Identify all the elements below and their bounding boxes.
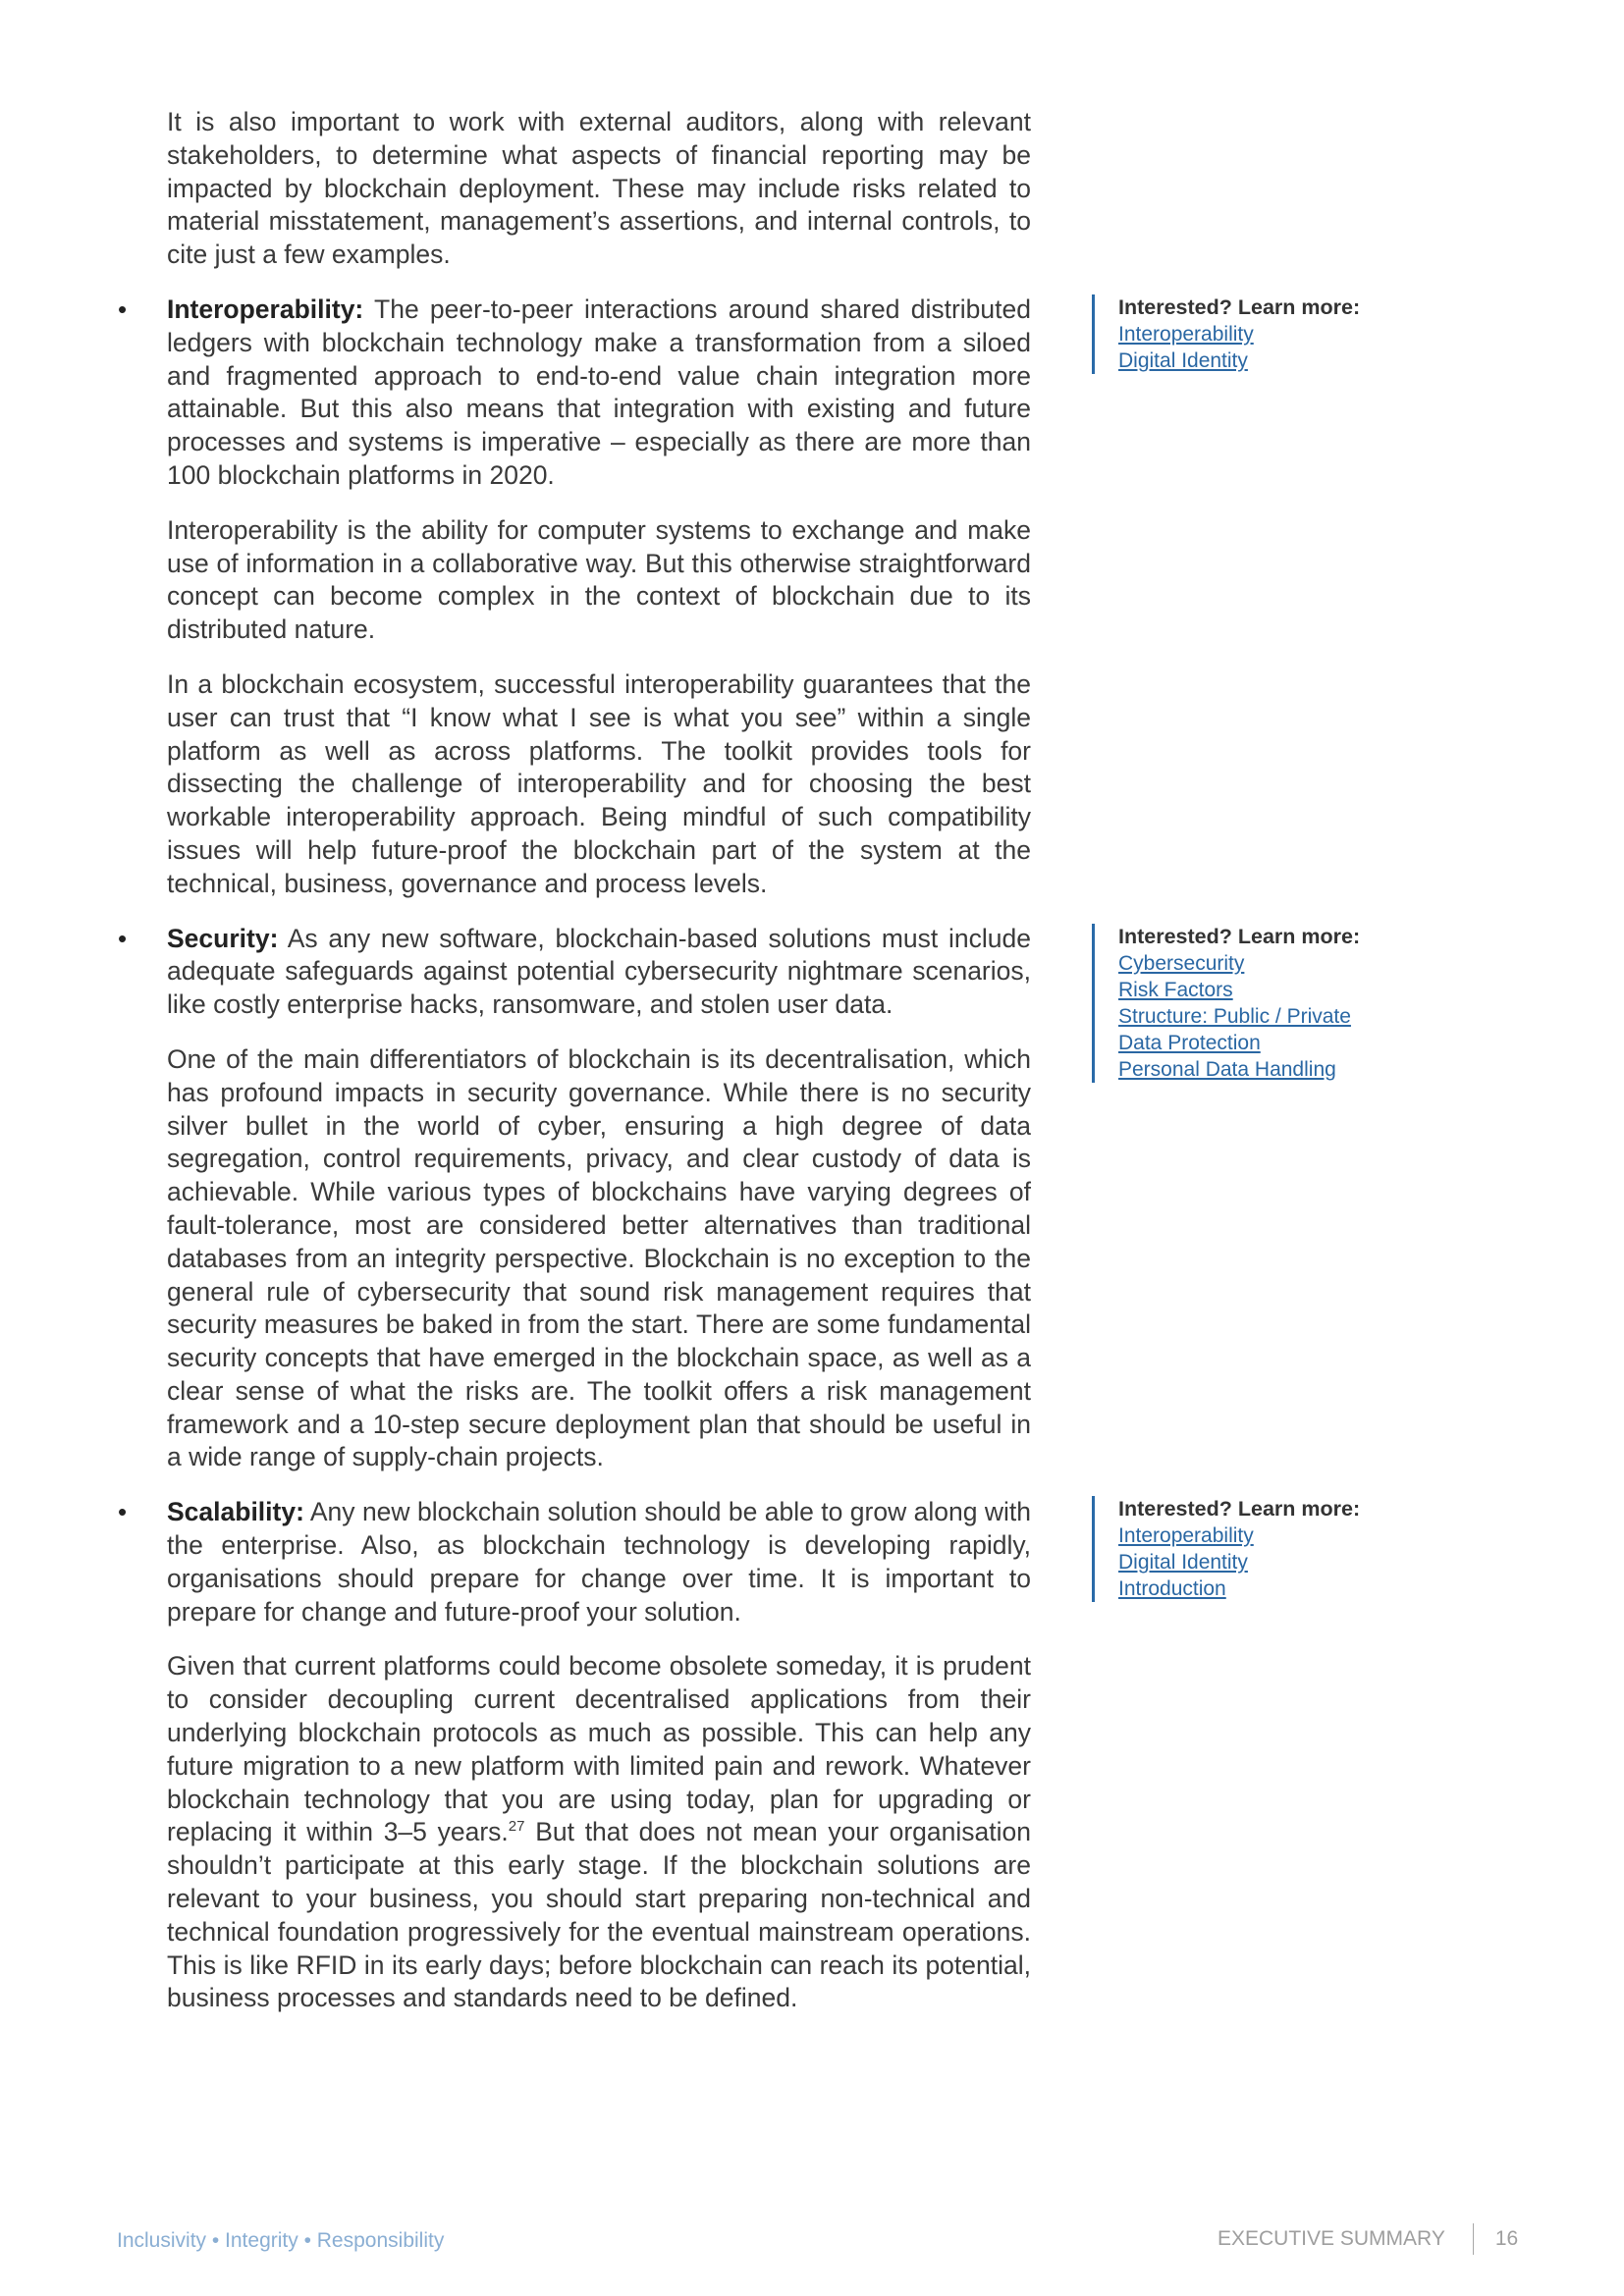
bullet-icon: • <box>118 1497 128 1527</box>
paragraph-text: But that does not mean your organisation shouldn’t participate at this early stage. If the blockchain solutions are relevant to your business, you should start preparing non-technical and technical foundation progressively for the eventual mainstream operations. This is like RFID in its early days; before blockchain can reach its potential, business processes and standards need to be defined. <box>167 1817 1031 2013</box>
bullet-heading: Interoperability: <box>167 294 364 324</box>
sidebar-learn-more-scalability <box>1092 1496 1413 1602</box>
bullet-paragraph <box>167 1496 1031 1629</box>
sidebar-learn-more-interoperability <box>1092 294 1413 374</box>
footer-divider <box>1473 2223 1474 2255</box>
link-risk-factors[interactable]: Risk Factors <box>1118 979 1233 1001</box>
bullet-interoperability <box>118 294 1031 901</box>
footer-tagline: Inclusivity • Integrity • Responsibility <box>117 2229 445 2252</box>
paragraph: It is also important to work with external auditors, along with relevant stakeholders, to determine what aspects of financial reporting may be impacted by blockchain deployment. These may include risks related to material misstatement, management’s assertions, and internal controls, to cite just a few examples. <box>167 107 1031 270</box>
bullet-text: As any new software, blockchain-based solutions must include adequate safeguards against potential cybersecurity nightmare scenarios, like costly enterprise hacks, ransomware, and stolen user data. <box>167 923 1031 1020</box>
bullet-text: The peer-to-peer interactions around shared distributed ledgers with blockchain technology make a transformation from a siloed and fragmented approach to end-to-end value chain integration more attainable. But this also means that integration with existing and future processes and systems is imperative – especially as there are more than 100 blockchain platforms in 2020. <box>167 294 1031 490</box>
link-introduction[interactable]: Introduction <box>1118 1577 1226 1600</box>
main-content <box>118 106 1031 2037</box>
link-personal-data-handling[interactable]: Personal Data Handling <box>1118 1058 1336 1081</box>
bullet-icon: • <box>118 294 128 324</box>
sidebar-learn-more-security <box>1092 924 1413 1083</box>
link-structure-public-private[interactable]: Structure: Public / Private <box>1118 1005 1351 1028</box>
bullet-paragraph <box>167 294 1031 493</box>
link-data-protection[interactable]: Data Protection <box>1118 1032 1261 1054</box>
sidebar-title: Interested? Learn more: <box>1118 1497 1361 1521</box>
link-interoperability[interactable]: Interoperability <box>1118 1524 1254 1547</box>
sidebar-title: Interested? Learn more: <box>1118 925 1361 948</box>
bullet-heading: Security: <box>167 923 279 953</box>
paragraph <box>167 1650 1031 2015</box>
link-digital-identity[interactable]: Digital Identity <box>1118 1551 1248 1574</box>
footer-section-title: EXECUTIVE SUMMARY <box>1218 2227 1445 2250</box>
bullet-icon: • <box>118 923 128 953</box>
footnote-ref[interactable]: 27 <box>508 1818 525 1836</box>
bullet-security <box>118 923 1031 1475</box>
bullet-text: Any new blockchain solution should be able to grow along with the enterprise. Also, as blockchain technology is developing rapidly, organisations should prepare for change over time. It is important to prepare for change and future-proof your solution. <box>167 1497 1031 1627</box>
paragraph: One of the main differentiators of blockchain is its decentralisation, which has profound impacts in security governance. While there is no security silver bullet in the world of cyber, ensuring a high degree of data segregation, control requirements, privacy, and clear custody of data is achievable. While various types of blockchains have varying degrees of fault-tolerance, most are considered better alternatives than traditional databases from an integrity perspective. Blockchain is no exception to the general rule of cybersecurity that sound risk management requires that security measures be baked in from the start. There are some fundamental security concepts that have emerged in the blockchain space, as well as a clear sense of what the risks are. The toolkit offers a risk management framework and a 10-step secure deployment plan that should be useful in a wide range of supply-chain projects. <box>167 1043 1031 1472</box>
bullet-paragraph <box>167 923 1031 1022</box>
link-cybersecurity[interactable]: Cybersecurity <box>1118 952 1245 975</box>
link-digital-identity[interactable]: Digital Identity <box>1118 349 1248 372</box>
sidebar-title: Interested? Learn more: <box>1118 295 1361 319</box>
link-interoperability[interactable]: Interoperability <box>1118 323 1254 346</box>
paragraph-text: Given that current platforms could become obsolete someday, it is prudent to consider decoupling current decentralised applications from their underlying blockchain protocols as much as possible. This can help any future migration to a new platform with limited pain and rework. Whatever blockchain technology that you are using today, plan for upgrading or replacing it within 3–5 years. <box>167 1651 1031 1847</box>
bullet-heading: Scalability: <box>167 1497 304 1527</box>
paragraph: Interoperability is the ability for computer systems to exchange and make use of information in a collaborative way. But this otherwise straightforward concept can become complex in the context of blockchain due to its distributed nature. <box>167 514 1031 645</box>
paragraph: In a blockchain ecosystem, successful interoperability guarantees that the user can trust that “I know what I see is what you see” within a single platform as well as across platforms. The toolkit provides tools for dissecting the challenge of interoperability and for choosing the best workable interoperability approach. Being mindful of such compatibility issues will help future-proof the blockchain part of the system at the technical, business, governance and process levels. <box>167 668 1031 898</box>
bullet-scalability <box>118 1496 1031 2015</box>
page-number: 16 <box>1494 2227 1519 2250</box>
footer-section-info <box>1218 2218 1518 2260</box>
